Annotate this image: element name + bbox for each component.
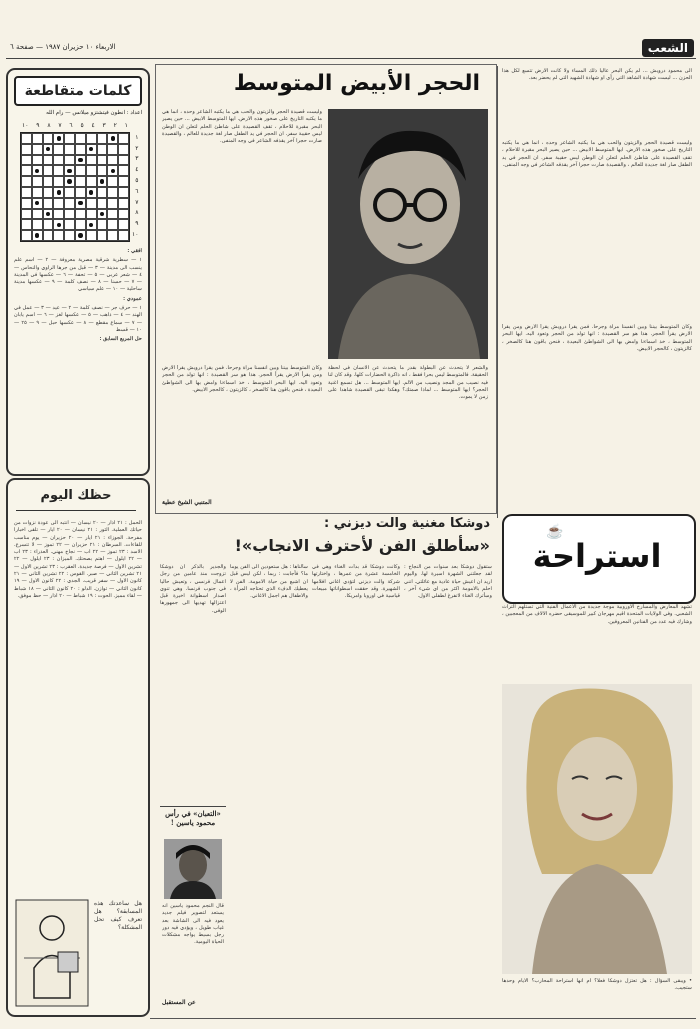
crossword-cell[interactable] xyxy=(64,155,75,166)
crossword-cell[interactable] xyxy=(53,176,64,187)
actor-photo xyxy=(164,839,222,899)
crossword-cell[interactable] xyxy=(43,165,54,176)
crossword-cell[interactable] xyxy=(64,144,75,155)
crossword-cell[interactable] xyxy=(97,209,108,220)
crossword-cell[interactable] xyxy=(43,219,54,230)
intro-text: الى محمود درويش ... لم يكن البحر عاليا ذلك المساء ولا كانت الارض تتسع لكل هذا الحزن ... ليست شهادة الشاهد التي رأى او شهادة الشهيد التي لم يحضر بعد. xyxy=(502,68,692,82)
crossword-cell[interactable] xyxy=(118,144,129,155)
main-article xyxy=(155,64,497,514)
row-number: ٥ xyxy=(135,177,139,185)
crossword-cell[interactable] xyxy=(43,144,54,155)
main-article-col2: وكان المتوسط بيننا وبين انفسنا مرآة وجرحا. فمن يقرأ درويش يقرأ الارض ومن يقرأ الارض يقرأ الحجر. هذا هو سر القصيدة : انها تولد من الحجر وتعود اليه. ايها البحر المتوسط ، خذ اسماءنا وامض بها الى الشواطئ البعيدة ، فنحن باقون هنا كالصخر ، كالزيتون ، كالحجر الابيض. xyxy=(162,365,322,393)
crossword-cell[interactable] xyxy=(75,198,86,209)
publication-logo: الشعب xyxy=(642,39,694,57)
crossword-cell[interactable] xyxy=(86,155,97,166)
crossword-cell[interactable] xyxy=(97,230,108,241)
interview-col3: سألناها : هل ستعودين الى الفن يوما ما؟ فأجابت : ربما ، لكن ليس قبل ان اشبع من حياة الامومة. الفن لا يعطيك الدفء الذي تحتاجه المرأة ، والاطفال هم اجمل الاغاني. xyxy=(230,564,308,600)
crossword-cell[interactable] xyxy=(118,133,129,144)
crossword-cell[interactable] xyxy=(32,209,43,220)
crossword-cell[interactable] xyxy=(21,198,32,209)
crossword-cell[interactable] xyxy=(21,165,32,176)
crossword-cell[interactable] xyxy=(107,165,118,176)
interview-title: «سأطلق الفن لأحترف الانجاب»! xyxy=(234,536,490,555)
sidebar-box xyxy=(160,806,226,1015)
crossword-cell[interactable] xyxy=(53,133,64,144)
crossword-cell[interactable] xyxy=(32,176,43,187)
interview-subtitle: دوشكا مغنية والت ديزني : xyxy=(323,516,490,531)
crossword-cell[interactable] xyxy=(97,133,108,144)
col-number: ٨ xyxy=(47,122,51,129)
sidebar-title: «التعبان» في رأس محمود ياسين ! xyxy=(165,809,221,827)
row-number: ٧ xyxy=(135,198,139,206)
sidebar-text: قال النجم محمود ياسين انه يستعد لتصوير فيلم جديد يعود فيه الى الشاشة بعد غياب طويل ، ويؤدي فيه دور رجل بسيط يواجه مشكلات الحياة اليومية. xyxy=(162,903,224,946)
crossword-cell[interactable] xyxy=(32,219,43,230)
interview-col5: • ويبقى السؤال : هل تعتزل دوشكا فعلا؟ ام انها استراحة المحارب؟ الايام وحدها ستجيب. xyxy=(502,978,692,992)
main-article-col3: والشعر لا يتحدث عن البطولة بقدر ما يتحدث عن الانسان في لحظة الحقيقة. فالمتوسط ليس بحرا فقط ، انه ذاكرة الحضارات كلها. وقد كان لنا فيه نصيب من المجد ونصيب من الالم. ايها المتوسط ... هل تسمع اغنية الحجر؟ ايها المتوسط ... لماذا صمتك؟ وهكذا تبقى القصيدة شاهدا على زمن لا يموت. xyxy=(328,365,488,401)
cartoon-caption: هل ساعدتك هذه المسابقة؟ هل تعرف كيف تحل المشكلة؟ xyxy=(94,900,142,931)
col-number: ٥ xyxy=(80,122,84,129)
crossword-cell[interactable] xyxy=(32,230,43,241)
crossword-cell[interactable] xyxy=(86,133,97,144)
crossword-cell[interactable] xyxy=(43,155,54,166)
sidebar-footer: عن المستقبل xyxy=(162,999,196,1006)
crossword-cell[interactable] xyxy=(43,176,54,187)
crossword-cell[interactable] xyxy=(118,230,129,241)
date-line: الاربعاء ١٠ حزيران ١٩٨٧ — صفحة ٦ xyxy=(10,43,116,51)
crossword-cell[interactable] xyxy=(75,155,86,166)
clues-across: ١ — سطرية شرقية مصرية معروفة — ٢ — اسم علم ينسب الى مدينة — ٣ — قبل من جرها الراوي والنحاس — ٤ — شعر عربي — ٥ — تحفة — ٦ — عكسها في المدينة — ٧ — حسنا — ٨ — نصف كلمة — ٩ — عكسها مدينة ساحلية — ١٠ — علم سياسي xyxy=(14,257,142,293)
horoscope-box xyxy=(6,478,150,1017)
crossword-cell[interactable] xyxy=(21,230,32,241)
crossword-cell[interactable] xyxy=(43,230,54,241)
crossword-cell[interactable] xyxy=(64,209,75,220)
poet-portrait xyxy=(328,109,488,359)
bottom-rule xyxy=(150,1018,696,1019)
crossword-cell[interactable] xyxy=(43,209,54,220)
row-number: ١٠ xyxy=(132,231,139,239)
horoscope-title: حظك اليوم xyxy=(16,488,136,511)
crossword-cell[interactable] xyxy=(86,144,97,155)
row-number: ٢ xyxy=(135,144,139,152)
previous-solution-label: حل المربع السابق : xyxy=(99,336,142,343)
crossword-cell[interactable] xyxy=(64,230,75,241)
crossword-box xyxy=(6,68,150,476)
row-number: ٤ xyxy=(135,166,139,174)
crossword-cell[interactable] xyxy=(32,187,43,198)
crossword-cell[interactable] xyxy=(75,187,86,198)
clues-down: ١ — حرف جر — نصف كلمة — ٢ — عيد — ٣ — عمل في الهند — ٤ — ذاهب — ٥ — عكسها لغز — ٦ — اسم يابان — ٧ — سماع مقطع — ٨ — عكسها حبل — ٩ — ٢٥ — ١٠ — قسط xyxy=(14,305,142,333)
interview-col2: وكانت دوشكا قد بدأت الغناء وهي في الخامسة عشرة من عمرها ، واختارتها شركة والت ديزني لتؤدي اغاني افلامها الشهيرة. وقد حققت اسطواناتها مبيعات قياسية في اوروبا وامريكا. xyxy=(312,564,400,600)
crossword-cell[interactable] xyxy=(53,155,64,166)
crossword-cell[interactable] xyxy=(75,176,86,187)
row-number: ٦ xyxy=(135,187,139,195)
crossword-cell[interactable] xyxy=(64,187,75,198)
crossword-cell[interactable] xyxy=(75,165,86,176)
crossword-cell[interactable] xyxy=(118,198,129,209)
crossword-cell[interactable] xyxy=(21,144,32,155)
crossword-cell[interactable] xyxy=(21,209,32,220)
crossword-cell[interactable] xyxy=(75,219,86,230)
crossword-cell[interactable] xyxy=(75,133,86,144)
crossword-cell[interactable] xyxy=(97,144,108,155)
crossword-cell[interactable] xyxy=(97,219,108,230)
crossword-cell[interactable] xyxy=(97,176,108,187)
rest-section-logo: استراحة xyxy=(532,537,662,575)
crossword-cell[interactable] xyxy=(107,133,118,144)
crossword-cell[interactable] xyxy=(118,187,129,198)
crossword-cell[interactable] xyxy=(21,219,32,230)
crossword-cell[interactable] xyxy=(53,209,64,220)
crossword-cell[interactable] xyxy=(118,176,129,187)
col-number: ١ xyxy=(124,122,128,129)
crossword-cell[interactable] xyxy=(107,187,118,198)
intro-body: وليست قصيدة الحجر والزيتون والحب هي ما يكتبه الشاعر وحده ، انما هي ما يكتبه التاريخ على صخور هذه الارض. ايها المتوسط الابيض ... حين يصير البحر مقبرة للاحلام ، تقف القصيدة على شاطئ الحلم لتعلن ان الوطن ليس حقيبة سفر. ان الحجر في يد الطفل صار لغة جديدة للعالم ، والقصيدة صارت حجرا آخر يقذفه الشاعر في وجه المنفى. xyxy=(502,140,692,168)
crossword-cell[interactable] xyxy=(53,219,64,230)
crossword-cell[interactable] xyxy=(97,155,108,166)
singer-photo xyxy=(502,684,692,974)
crossword-cell[interactable] xyxy=(32,155,43,166)
crossword-cell[interactable] xyxy=(97,187,108,198)
main-article-author: المتنبي الشيخ عطية xyxy=(162,499,212,506)
crossword-cell[interactable] xyxy=(86,219,97,230)
col-number: ٦ xyxy=(69,122,73,129)
crossword-cell[interactable] xyxy=(53,187,64,198)
crossword-cell[interactable] xyxy=(107,198,118,209)
crossword-cell[interactable] xyxy=(118,219,129,230)
crossword-clues xyxy=(14,248,142,468)
crossword-grid[interactable] xyxy=(20,132,130,242)
horoscope-text: الحمل : ٢١ اذار — ٢٠ نيسان — انتبه الى عودة نزوات من حياتك العملية. الثور : ٢١ نيسان — ٢٠ ايار — تلقى اخبارا مفرحة. الجوزاء : ٢١ ايار — ٢٠ حزيران — يوم مناسب للقاءات. السرطان : ٢١ حزيران — ٢٢ تموز — لا تتسرع. الاسد : ٢٣ تموز — ٢٢ اب — نجاح مهني. العذراء : ٢٣ اب — ٢٢ ايلول — اهتم بصحتك. الميزان : ٢٣ ايلول — ٢٢ تشرين الاول — فرصة جديدة. العقرب : ٢٣ تشرين الاول — ٢١ تشرين الثاني — صبر. القوس : ٢٢ تشرين الثاني — ٢١ كانون الاول — سفر قريب. الجدي : ٢٢ كانون الاول — ١٩ كانون الثاني — توازن. الدلو : ٢٠ كانون الثاني — ١٨ شباط — لقاء مميز. الحوت : ١٩ شباط — ٢٠ اذار — حظ موفق. xyxy=(14,520,142,599)
col-number: ٩ xyxy=(36,122,40,129)
rest-section xyxy=(502,514,696,604)
crossword-cell[interactable] xyxy=(64,198,75,209)
crossword-cell[interactable] xyxy=(86,230,97,241)
crossword-cell[interactable] xyxy=(107,219,118,230)
crossword-cell[interactable] xyxy=(86,176,97,187)
crossword-cell[interactable] xyxy=(21,176,32,187)
interview-col4: والجدير بالذكر ان دوشكا تزوجت منذ عامين من رجل اعمال فرنسي ، وتعيش حاليا في جنوب فرنسا. وهي تنوي اصدار اسطوانة اخيرة قبل اعتزالها تهديها الى جمهورها الوفي. xyxy=(160,564,226,614)
crossword-cell[interactable] xyxy=(53,230,64,241)
main-article-title: الحجر الأبيض المتوسط xyxy=(233,71,481,96)
crossword-cell[interactable] xyxy=(53,198,64,209)
crossword-cell[interactable] xyxy=(118,165,129,176)
crossword-cell[interactable] xyxy=(86,198,97,209)
col-number: ٣ xyxy=(102,122,106,129)
crossword-cell[interactable] xyxy=(107,144,118,155)
crossword-cell[interactable] xyxy=(97,165,108,176)
crossword-cell[interactable] xyxy=(53,165,64,176)
crossword-cell[interactable] xyxy=(75,209,86,220)
column-rule xyxy=(497,66,498,518)
crossword-cell[interactable] xyxy=(53,144,64,155)
crossword-cell[interactable] xyxy=(43,198,54,209)
crossword-cell[interactable] xyxy=(86,187,97,198)
col-number: ٧ xyxy=(58,122,62,129)
crossword-title: كلمات متقاطعة xyxy=(14,76,142,106)
main-article-col1: وليست قصيدة الحجر والزيتون والحب هي ما يكتبه الشاعر وحده ، انما هي ما يكتبه التاريخ على صخور هذه الارض. ايها المتوسط الابيض ... حين يصير البحر مقبرة للاحلام ، تقف القصيدة على شاطئ الحلم لتعلن ان الوطن ليس حقيبة سفر. ان الحجر في يد الطفل صار لغة جديدة للعالم ، والقصيدة صارت حجرا آخر يقذفه الشاعر في وجه المنفى. xyxy=(162,109,322,145)
crossword-cell[interactable] xyxy=(43,133,54,144)
rest-section-text: تشهد المعارض والمسارح الاوروبية موجة جديدة من الاعمال الفنية التي تستلهم التراث الشعبي. وفي الولايات المتحدة اقيم مهرجان كبير للموسيقى حضره الالاف من المعجبين ، وشارك فيه عدد من الفنانين المعروفين. xyxy=(502,604,692,625)
row-number: ٣ xyxy=(135,155,139,163)
crossword-cell[interactable] xyxy=(21,187,32,198)
crossword-cell[interactable] xyxy=(86,209,97,220)
cartoon-illustration xyxy=(14,898,90,1008)
crossword-cell[interactable] xyxy=(86,165,97,176)
col-number: ٤ xyxy=(91,122,95,129)
row-number: ٩ xyxy=(135,220,139,228)
crossword-cell[interactable] xyxy=(107,155,118,166)
row-number: ١ xyxy=(135,133,139,141)
crossword-cell[interactable] xyxy=(32,165,43,176)
crossword-cell[interactable] xyxy=(107,176,118,187)
col-number: ١٠ xyxy=(22,122,29,129)
crossword-cell[interactable] xyxy=(64,219,75,230)
crossword-cell[interactable] xyxy=(64,133,75,144)
crossword-cell[interactable] xyxy=(107,209,118,220)
crossword-cell[interactable] xyxy=(75,144,86,155)
crossword-cell[interactable] xyxy=(75,230,86,241)
masthead xyxy=(6,38,696,59)
col-number: ٢ xyxy=(113,122,117,129)
intro-body-continued: وكان المتوسط بيننا وبين انفسنا مرآة وجرحا. فمن يقرأ درويش يقرأ الارض ومن يقرأ الارض يقرأ الحجر. هذا هو سر القصيدة : انها تولد من الحجر وتعود اليه. ايها البحر المتوسط ، خذ اسماءنا وامض بها الى الشواطئ البعيدة ، فنحن باقون هنا كالصخر ، كالزيتون ، كالحجر الابيض. xyxy=(502,324,692,352)
row-number: ٨ xyxy=(135,209,139,217)
crossword-cell[interactable] xyxy=(32,133,43,144)
coffee-cup-icon: ☕ xyxy=(546,524,564,540)
crossword-cell[interactable] xyxy=(32,198,43,209)
across-label: افقي : xyxy=(127,248,142,254)
crossword-cell[interactable] xyxy=(43,187,54,198)
crossword-cell[interactable] xyxy=(118,209,129,220)
crossword-cell[interactable] xyxy=(21,133,32,144)
crossword-cell[interactable] xyxy=(64,165,75,176)
crossword-author: اعداد : انطون فيتشتزو ميلانس — رام الله xyxy=(46,110,142,116)
down-label: عمودي : xyxy=(123,295,142,302)
crossword-cell[interactable] xyxy=(107,230,118,241)
row-numbers xyxy=(132,132,138,240)
col-numbers xyxy=(22,122,128,129)
crossword-cell[interactable] xyxy=(64,176,75,187)
crossword-cell[interactable] xyxy=(32,144,43,155)
crossword-cell[interactable] xyxy=(97,198,108,209)
crossword-cell[interactable] xyxy=(21,155,32,166)
crossword-cell[interactable] xyxy=(118,155,129,166)
interview-col1: ستقول دوشكا بعد سنوات من النجاح : لقد جعلتني الشهرة اسيرة لها. واليوم اريد ان اعيش حياة عادية مع عائلتي. انني احلم بالامومة اكثر من اي شيء آخر ، وسأترك الغناء لاتفرغ لطفلي الاول. xyxy=(404,564,492,600)
